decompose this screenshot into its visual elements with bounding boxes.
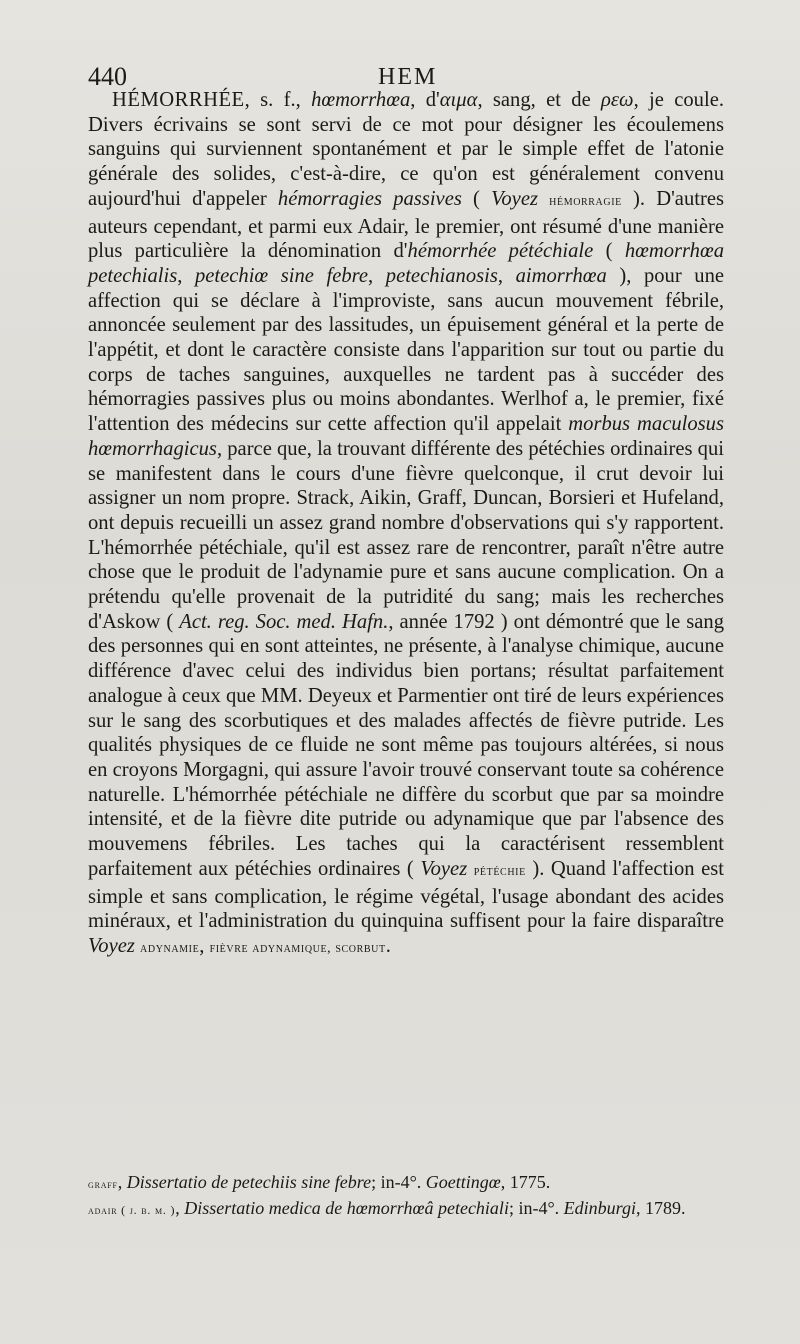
dictionary-entry xyxy=(88,88,724,962)
citation-title: Act. reg. Soc. med. Hafn. xyxy=(179,610,389,633)
entry-text: ), pour une affection qui se déclare à l'improviste, sans aucun mouvement fébrile, annoncée seulement par des lassitudes, un épuisement général et la perte de l'appétit, et dont le caractère consiste dans l'apparition sur tout ou partie du corps de taches sanguines, auxquelles ne tardent pas à succéder des hémorragies passives plus ou moins abondantes. Werlhof a, le premier, fixé l'attention des médecins sur cette affection qu'il appelait xyxy=(88,264,725,436)
latin-term: hœmorrhœa xyxy=(311,89,411,111)
cross-reference-target: fièvre adynamique, scorbut xyxy=(209,940,386,956)
bibliography-author: graff xyxy=(88,1177,118,1191)
italic-term: petechiœ sine febre xyxy=(194,264,369,287)
entry-text: , année 1792 ) ont démontré que le sang des personnes qui en sont atteintes, ne présente, à l'analyse chimique, aucune différence d'avec celui des individus bien portans; résultat parfaitement analogue à ceux que MM. Deyeux et Parmentier ont tiré de leurs expériences sur le sang des scorbutiques et des malades affectés de fièvre putride. Les qualités physiques de ce fluide ne sont même pas toujours altérées, si nous en croyons Morgagni, qui assure l'avoir trouvé conservant toute sa cohérence naturelle. L'hémorrhée pétéchiale ne diffère du scorbut que par sa moindre intensité, et de la fièvre dite putride ou adynamique que par l'absence des mouvemens fébriles. Les taches qui la caractérisent ressemblent parfaitement aux pétéchies ordinaires ( xyxy=(88,610,725,880)
bibliography-text: , 1775. xyxy=(500,1172,551,1192)
grammatical-label: , s. f., xyxy=(244,89,312,111)
italic-term: hémorrhée pétéchiale xyxy=(407,240,594,263)
bibliography-place: Edinburgi xyxy=(563,1198,636,1218)
cross-reference-target: pétéchie xyxy=(473,863,526,879)
italic-term: petechianosis xyxy=(385,264,498,287)
cross-reference-voyez: Voyez xyxy=(420,857,468,880)
italic-term: hémorragies passives xyxy=(277,187,462,210)
entry-paragraph xyxy=(88,88,724,962)
cross-reference-voyez: Voyez xyxy=(491,187,538,210)
entry-text: , je coule. Divers écrivains se sont servi de ce mot pour désigner les écoulemens sanguins qui surviennent spontanément et par le simple effet de l'atonie générale des solides, c'est-à-dire, ce qu'on est généralement convenu aujourd'hui d'appeler xyxy=(88,89,724,210)
entry-text: ). D'autres auteurs cependant, et parmi eux Adair, le premier, ont résumé d'une manière plus particulière la dénomination d' xyxy=(88,187,724,263)
entry-text: , parce que, la trouvant différente des pétéchies ordinaires qui se manifestent dans le cours d'une fièvre quelconque, il crut devoir lui assigner un nom propre. Strack, Aikin, Graff, Duncan, Borsieri et Hufeland, ont depuis recueilli un assez grand nombre d'observations qui s'y rapportent. L'hémorrhée pétéchiale, qu'il est assez rare de rencontrer, paraît n'être autre chose que le produit de l'adynamie pure et sans aucune complication. On a prétendu qu'elle provenait de la putridité du sang; mais les recherches d'Askow ( xyxy=(88,437,724,633)
entry-text: , xyxy=(368,264,386,287)
bibliography-place: Goettingœ xyxy=(425,1172,501,1192)
entry-text: ( xyxy=(593,240,625,263)
page-number: 440 xyxy=(88,62,127,91)
bibliography-text: , xyxy=(175,1198,185,1218)
entry-text: ( xyxy=(461,187,492,210)
entry-text: . xyxy=(385,934,391,957)
entry-text: , sang, et de xyxy=(477,89,602,111)
bibliography-author: adair ( j. b. m. ) xyxy=(88,1203,176,1217)
cross-reference-voyez: Voyez xyxy=(88,934,135,957)
cross-reference-target: adynamie xyxy=(140,940,200,956)
greek-word: αιμα xyxy=(439,89,478,111)
bibliography-text: ; in-4°. xyxy=(508,1198,564,1218)
bibliography-title: Dissertatio de petechiis sine febre xyxy=(126,1172,372,1192)
entry-text: , d' xyxy=(410,89,440,111)
entry-text: , xyxy=(199,934,210,957)
bibliography xyxy=(88,1170,728,1222)
running-head: HEM xyxy=(378,64,438,90)
cross-reference-target: hémorragie xyxy=(549,193,622,209)
bibliography-text: ; in-4°. xyxy=(371,1172,426,1192)
bibliography-text: , 1789. xyxy=(636,1198,686,1218)
bibliography-entry xyxy=(88,1196,728,1222)
greek-word: ρεω xyxy=(601,89,634,111)
entry-text: , xyxy=(497,264,516,287)
entry-text: , xyxy=(177,264,195,287)
bibliography-title: Dissertatio medica de hœmorrhœâ petechiali xyxy=(184,1198,509,1218)
italic-term: morbus maculosus hœmorrhagicus xyxy=(88,413,724,460)
bibliography-text: , xyxy=(117,1172,127,1192)
italic-term: aimorrhœa xyxy=(515,264,607,287)
headword: HÉMORRHÉE xyxy=(112,89,245,111)
entry-text xyxy=(538,188,549,210)
bibliography-entry xyxy=(88,1170,728,1196)
entry-text: ). Quand l'affection est simple et sans complication, le régime végétal, l'usage abondant des acides minéraux, et l'administration du quinquina suffisent pour la faire disparaître xyxy=(88,857,724,933)
italic-term: hœmorrhœa petechialis xyxy=(88,240,725,287)
